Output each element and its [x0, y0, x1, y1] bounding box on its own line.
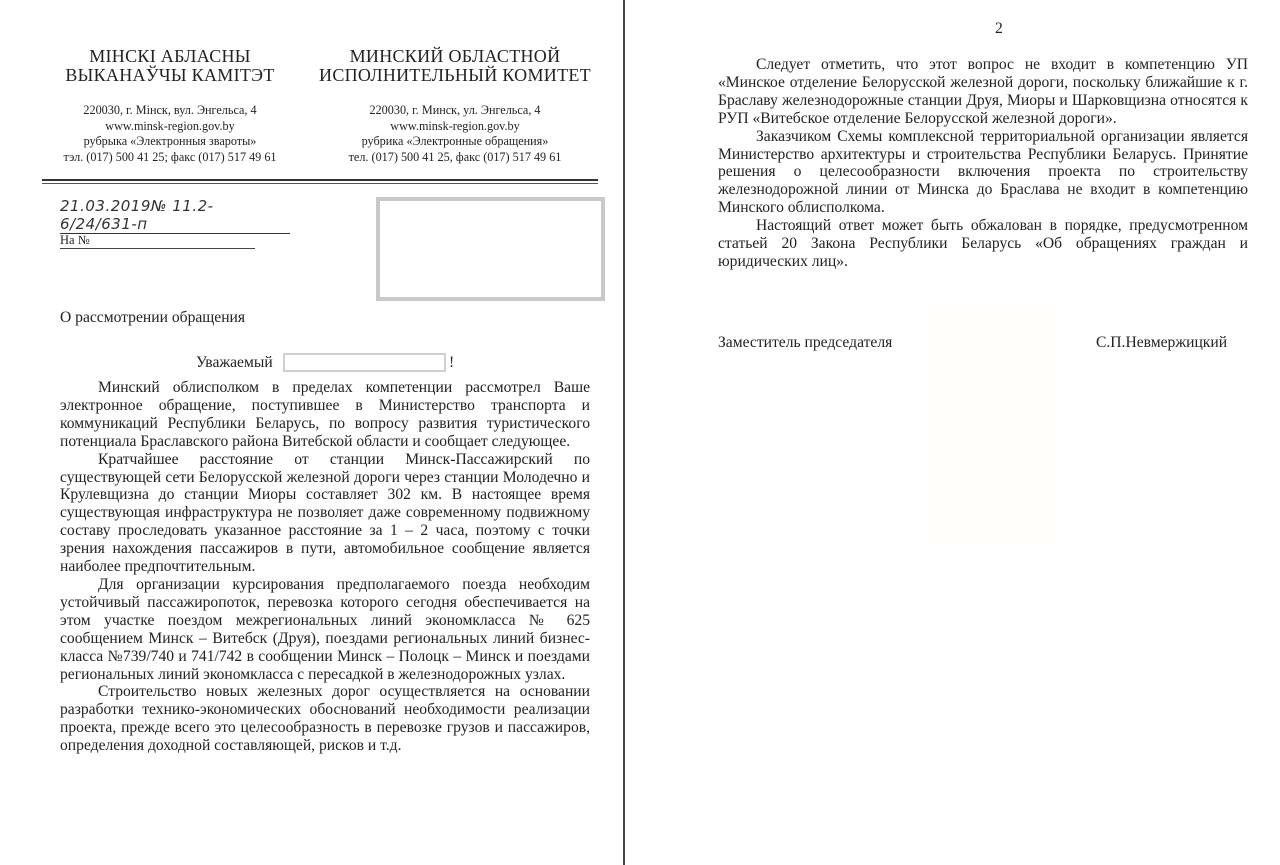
- date-number: 21.03.2019№ 11.2-6/24/631-п: [60, 197, 290, 234]
- name-redacted: [283, 353, 446, 372]
- signer-name: С.П.Невмержицкий: [1096, 334, 1228, 351]
- phone-line: тел. (017) 500 41 25, факс (017) 517 49 61: [348, 149, 562, 164]
- greeting-end: !: [449, 354, 455, 371]
- paragraph: Следует отметить, что этот вопрос не входит в компетенцию УП «Минское отделение Белорусской железной дороги, поскольку ближайшие к г. Браславу железнодорожные станции Друя, Миоры и Шарковщизна относятся к РУП «Витебское отделение Белорусской железной дороги».: [718, 56, 1248, 127]
- page-number: 2: [995, 20, 1003, 37]
- address-line: рубрика «Электронные обращения»: [361, 134, 549, 148]
- address-line: 220030, г. Минск, ул. Энгельса, 4: [369, 103, 541, 117]
- header-belarusian: [60, 47, 280, 85]
- header-line: ВЫКАНАЎЧЫ КАМІТЭТ: [65, 65, 275, 85]
- signer-title: Заместитель председателя: [718, 334, 893, 351]
- subject-line: О рассмотрении обращения: [60, 309, 246, 326]
- paragraph: Строительство новых железных дорог осуществляется на основании разработки технико-экономических обоснований необходимости реализации проекта, прежде всего это целесообразность в перевозке грузов и пассажиров, определения доходной составляющей, рисков и т.д.: [60, 683, 590, 755]
- letter-body-page2: [718, 56, 1248, 271]
- letter-body: [60, 379, 590, 755]
- paragraph: Настоящий ответ может быть обжалован в порядке, предусмотренном статьей 20 Закона Республики Беларусь «Об обращениях граждан и юридических лиц».: [718, 217, 1248, 270]
- page-divider: [623, 0, 625, 865]
- paragraph: Заказчиком Схемы комплексной территориальной организации является Министерство архитектуры и строительства Республики Беларусь. Принятие решения о целесообразности включения проекта по строительству железнодорожной линии от Минска до Браслава не входит в компетенцию Минского облисполкома.: [718, 127, 1248, 217]
- website-link: www.minsk-region.gov.by: [390, 118, 520, 133]
- phone-line: тэл. (017) 500 41 25; факс (017) 517 49 61: [63, 149, 277, 164]
- paragraph: Минский облисполком в пределах компетенции рассмотрел Ваше электронное обращение, поступившее в Министерство транспорта и коммуникаций Республики Беларусь, по вопросу развития туристического потенциала Браславского района Витебской области и сообщает следующее.: [60, 379, 590, 450]
- header-line: МИНСКИЙ ОБЛАСТНОЙ: [349, 46, 561, 66]
- address-line: рубрыка «Электронныя звароты»: [83, 134, 257, 148]
- signature-redacted-area: [928, 305, 1056, 545]
- greeting: Уважаемый: [196, 354, 273, 371]
- recipient-redacted-box: [376, 197, 605, 301]
- header-line: ИСПОЛНИТЕЛЬНЫЙ КОМИТЕТ: [319, 65, 591, 85]
- header-line: МІНСКІ АБЛАСНЫ: [89, 46, 251, 66]
- address-line: 220030, г. Мінск, вул. Энгельса, 4: [83, 103, 257, 117]
- reply-to: На №: [60, 233, 255, 249]
- website-link: www.minsk-region.gov.by: [105, 118, 235, 133]
- address-russian: [325, 103, 585, 165]
- header-double-rule: [42, 179, 598, 184]
- paragraph: Для организации курсирования предполагаемого поезда необходим устойчивый пассажиропоток, перевозка которого сегодня обеспечивается на этом участке поездом межрегиональных линий экономкласса № 625 сообщением Минск – Витебск (Друя), поездами региональных линий бизнес-класса №739/740 и 741/742 в сообщении Минск – Полоцк – Минск и поездами региональных линий экономкласса с пересадкой в железнодорожных узлах.: [60, 575, 590, 683]
- header-russian: [310, 47, 600, 85]
- address-belarusian: [50, 103, 290, 165]
- paragraph: Кратчайшее расстояние от станции Минск-Пассажирский по существующей сети Белорусской железной дороги через станции Молодечно и Крулевщизна до станции Миоры составляет 302 км. В настоящее время существующая инфраструктура не позволяет даже современному подвижному составу проследовать указанное расстояние за 1 – 2 часа, поэтому с точки зрения нахождения пассажиров в пути, автомобильное сообщение является наиболее предпочтительным.: [60, 450, 590, 576]
